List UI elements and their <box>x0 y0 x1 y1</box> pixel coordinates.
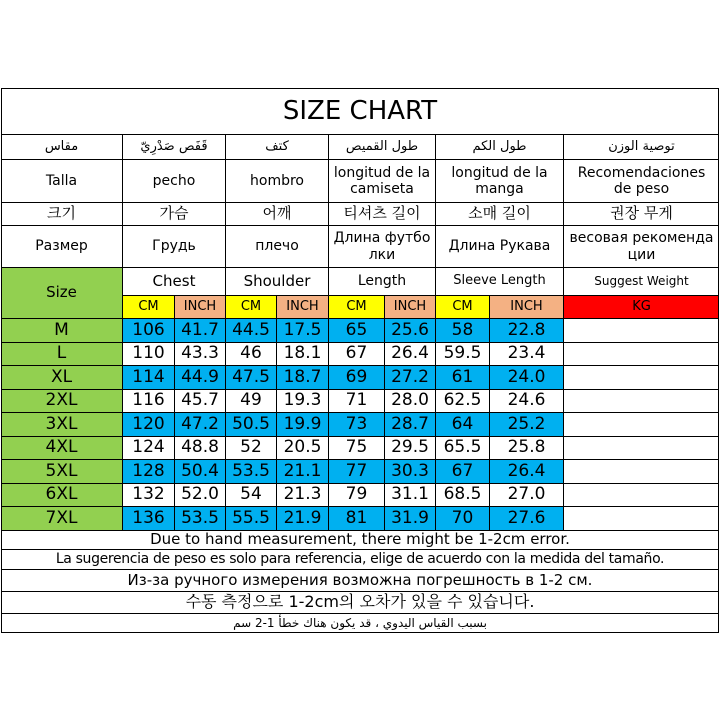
header-1-2: hombro <box>226 160 329 203</box>
value-cell-1-6: 59.5 <box>436 343 490 366</box>
value-cell-0-6: 58 <box>436 319 490 343</box>
value-cell-6-6: 67 <box>436 460 490 484</box>
size-cell-6: 5XL <box>1 460 123 484</box>
weight-cell-4 <box>564 413 719 437</box>
header-2-3: 티셔츠 길이 <box>329 203 436 226</box>
unit-label-6: CM <box>436 296 490 319</box>
header-1-0: Talla <box>1 160 123 203</box>
value-cell-5-5: 29.5 <box>385 437 436 460</box>
value-cell-3-0: 116 <box>123 390 175 413</box>
header-0-3: طول القميص <box>329 135 436 160</box>
measure-label-4: Suggest Weight <box>564 268 719 296</box>
value-cell-5-2: 52 <box>226 437 277 460</box>
value-cell-8-3: 21.9 <box>277 507 329 531</box>
value-cell-2-5: 27.2 <box>385 366 436 390</box>
size-cell-1: L <box>1 343 123 366</box>
size-cell-4: 3XL <box>1 413 123 437</box>
unit-label-1: INCH <box>175 296 226 319</box>
value-cell-8-7: 27.6 <box>490 507 564 531</box>
value-cell-4-7: 25.2 <box>490 413 564 437</box>
header-3-2: плечо <box>226 226 329 268</box>
header-0-2: كتف <box>226 135 329 160</box>
value-cell-0-7: 22.8 <box>490 319 564 343</box>
unit-label-7: INCH <box>490 296 564 319</box>
value-cell-3-5: 28.0 <box>385 390 436 413</box>
value-cell-5-7: 25.8 <box>490 437 564 460</box>
value-cell-5-3: 20.5 <box>277 437 329 460</box>
header-1-4: longitud de la manga <box>436 160 564 203</box>
value-cell-4-6: 64 <box>436 413 490 437</box>
value-cell-5-4: 75 <box>329 437 385 460</box>
unit-label-5: INCH <box>385 296 436 319</box>
value-cell-3-4: 71 <box>329 390 385 413</box>
measure-label-2: Length <box>329 268 436 296</box>
value-cell-8-2: 55.5 <box>226 507 277 531</box>
value-cell-6-4: 77 <box>329 460 385 484</box>
value-cell-8-5: 31.9 <box>385 507 436 531</box>
header-2-2: 어깨 <box>226 203 329 226</box>
value-cell-5-0: 124 <box>123 437 175 460</box>
header-2-4: 소매 길이 <box>436 203 564 226</box>
weight-cell-5 <box>564 437 719 460</box>
note-3: 수동 측정으로 1-2cm의 오차가 있을 수 있습니다. <box>1 592 719 614</box>
value-cell-1-2: 46 <box>226 343 277 366</box>
value-cell-8-1: 53.5 <box>175 507 226 531</box>
value-cell-4-4: 73 <box>329 413 385 437</box>
weight-cell-2 <box>564 366 719 390</box>
value-cell-5-1: 48.8 <box>175 437 226 460</box>
header-2-5: 권장 무게 <box>564 203 719 226</box>
value-cell-0-5: 25.6 <box>385 319 436 343</box>
value-cell-0-3: 17.5 <box>277 319 329 343</box>
note-0: Due to hand measurement, there might be 1-2cm error. <box>1 531 719 550</box>
value-cell-6-0: 128 <box>123 460 175 484</box>
size-cell-2: XL <box>1 366 123 390</box>
measure-label-3: Sleeve Length <box>436 268 564 296</box>
value-cell-2-6: 61 <box>436 366 490 390</box>
value-cell-0-4: 65 <box>329 319 385 343</box>
header-0-5: توصية الوزن <box>564 135 719 160</box>
value-cell-1-0: 110 <box>123 343 175 366</box>
weight-cell-1 <box>564 343 719 366</box>
value-cell-4-0: 120 <box>123 413 175 437</box>
header-3-4: Длина Рукава <box>436 226 564 268</box>
unit-label-0: CM <box>123 296 175 319</box>
note-1: La sugerencia de peso es solo para referencia, elige de acuerdo con la medida del tamaño. <box>1 550 719 570</box>
weight-cell-3 <box>564 390 719 413</box>
value-cell-1-1: 43.3 <box>175 343 226 366</box>
value-cell-7-4: 79 <box>329 484 385 507</box>
value-cell-8-4: 81 <box>329 507 385 531</box>
unit-label-2: CM <box>226 296 277 319</box>
header-0-4: طول الكم <box>436 135 564 160</box>
value-cell-2-2: 47.5 <box>226 366 277 390</box>
chart-title: SIZE CHART <box>1 89 719 135</box>
value-cell-1-5: 26.4 <box>385 343 436 366</box>
value-cell-7-2: 54 <box>226 484 277 507</box>
value-cell-6-3: 21.1 <box>277 460 329 484</box>
value-cell-2-0: 114 <box>123 366 175 390</box>
size-cell-0: M <box>1 319 123 343</box>
value-cell-1-7: 23.4 <box>490 343 564 366</box>
value-cell-2-1: 44.9 <box>175 366 226 390</box>
value-cell-1-3: 18.1 <box>277 343 329 366</box>
weight-cell-6 <box>564 460 719 484</box>
value-cell-7-5: 31.1 <box>385 484 436 507</box>
note-2: Из-за ручного измерения возможна погрешность в 1-2 см. <box>1 570 719 592</box>
size-cell-3: 2XL <box>1 390 123 413</box>
value-cell-8-6: 70 <box>436 507 490 531</box>
header-0-1: قَفَص صَدْرِيّ <box>123 135 226 160</box>
header-3-0: Размер <box>1 226 123 268</box>
value-cell-7-3: 21.3 <box>277 484 329 507</box>
header-3-5: весовая рекоменда ции <box>564 226 719 268</box>
weight-cell-0 <box>564 319 719 343</box>
measure-label-1: Shoulder <box>226 268 329 296</box>
value-cell-0-0: 106 <box>123 319 175 343</box>
header-1-1: pecho <box>123 160 226 203</box>
value-cell-7-7: 27.0 <box>490 484 564 507</box>
header-3-3: Длина футбо лки <box>329 226 436 268</box>
value-cell-6-1: 50.4 <box>175 460 226 484</box>
value-cell-2-7: 24.0 <box>490 366 564 390</box>
value-cell-3-2: 49 <box>226 390 277 413</box>
weight-cell-7 <box>564 484 719 507</box>
unit-label-8: KG <box>564 296 719 319</box>
value-cell-3-6: 62.5 <box>436 390 490 413</box>
value-cell-6-2: 53.5 <box>226 460 277 484</box>
value-cell-0-2: 44.5 <box>226 319 277 343</box>
size-cell-7: 6XL <box>1 484 123 507</box>
size-label: Size <box>1 268 123 319</box>
header-1-3: longitud de la camiseta <box>329 160 436 203</box>
value-cell-4-1: 47.2 <box>175 413 226 437</box>
value-cell-7-6: 68.5 <box>436 484 490 507</box>
header-0-0: مقاس <box>1 135 123 160</box>
value-cell-6-5: 30.3 <box>385 460 436 484</box>
value-cell-5-6: 65.5 <box>436 437 490 460</box>
unit-label-3: INCH <box>277 296 329 319</box>
value-cell-4-3: 19.9 <box>277 413 329 437</box>
value-cell-0-1: 41.7 <box>175 319 226 343</box>
measure-label-0: Chest <box>123 268 226 296</box>
header-2-0: 크기 <box>1 203 123 226</box>
size-cell-8: 7XL <box>1 507 123 531</box>
value-cell-2-4: 69 <box>329 366 385 390</box>
value-cell-4-5: 28.7 <box>385 413 436 437</box>
value-cell-6-7: 26.4 <box>490 460 564 484</box>
value-cell-2-3: 18.7 <box>277 366 329 390</box>
value-cell-3-7: 24.6 <box>490 390 564 413</box>
header-1-5: Recomendaciones de peso <box>564 160 719 203</box>
weight-cell-8 <box>564 507 719 531</box>
value-cell-8-0: 136 <box>123 507 175 531</box>
value-cell-4-2: 50.5 <box>226 413 277 437</box>
value-cell-1-4: 67 <box>329 343 385 366</box>
note-4: بسبب القياس اليدوي ، قد يكون هناك خطأ 1-2 سم <box>233 615 487 630</box>
value-cell-3-1: 45.7 <box>175 390 226 413</box>
value-cell-7-1: 52.0 <box>175 484 226 507</box>
value-cell-3-3: 19.3 <box>277 390 329 413</box>
unit-label-4: CM <box>329 296 385 319</box>
header-3-1: Грудь <box>123 226 226 268</box>
size-cell-5: 4XL <box>1 437 123 460</box>
value-cell-7-0: 132 <box>123 484 175 507</box>
header-2-1: 가슴 <box>123 203 226 226</box>
